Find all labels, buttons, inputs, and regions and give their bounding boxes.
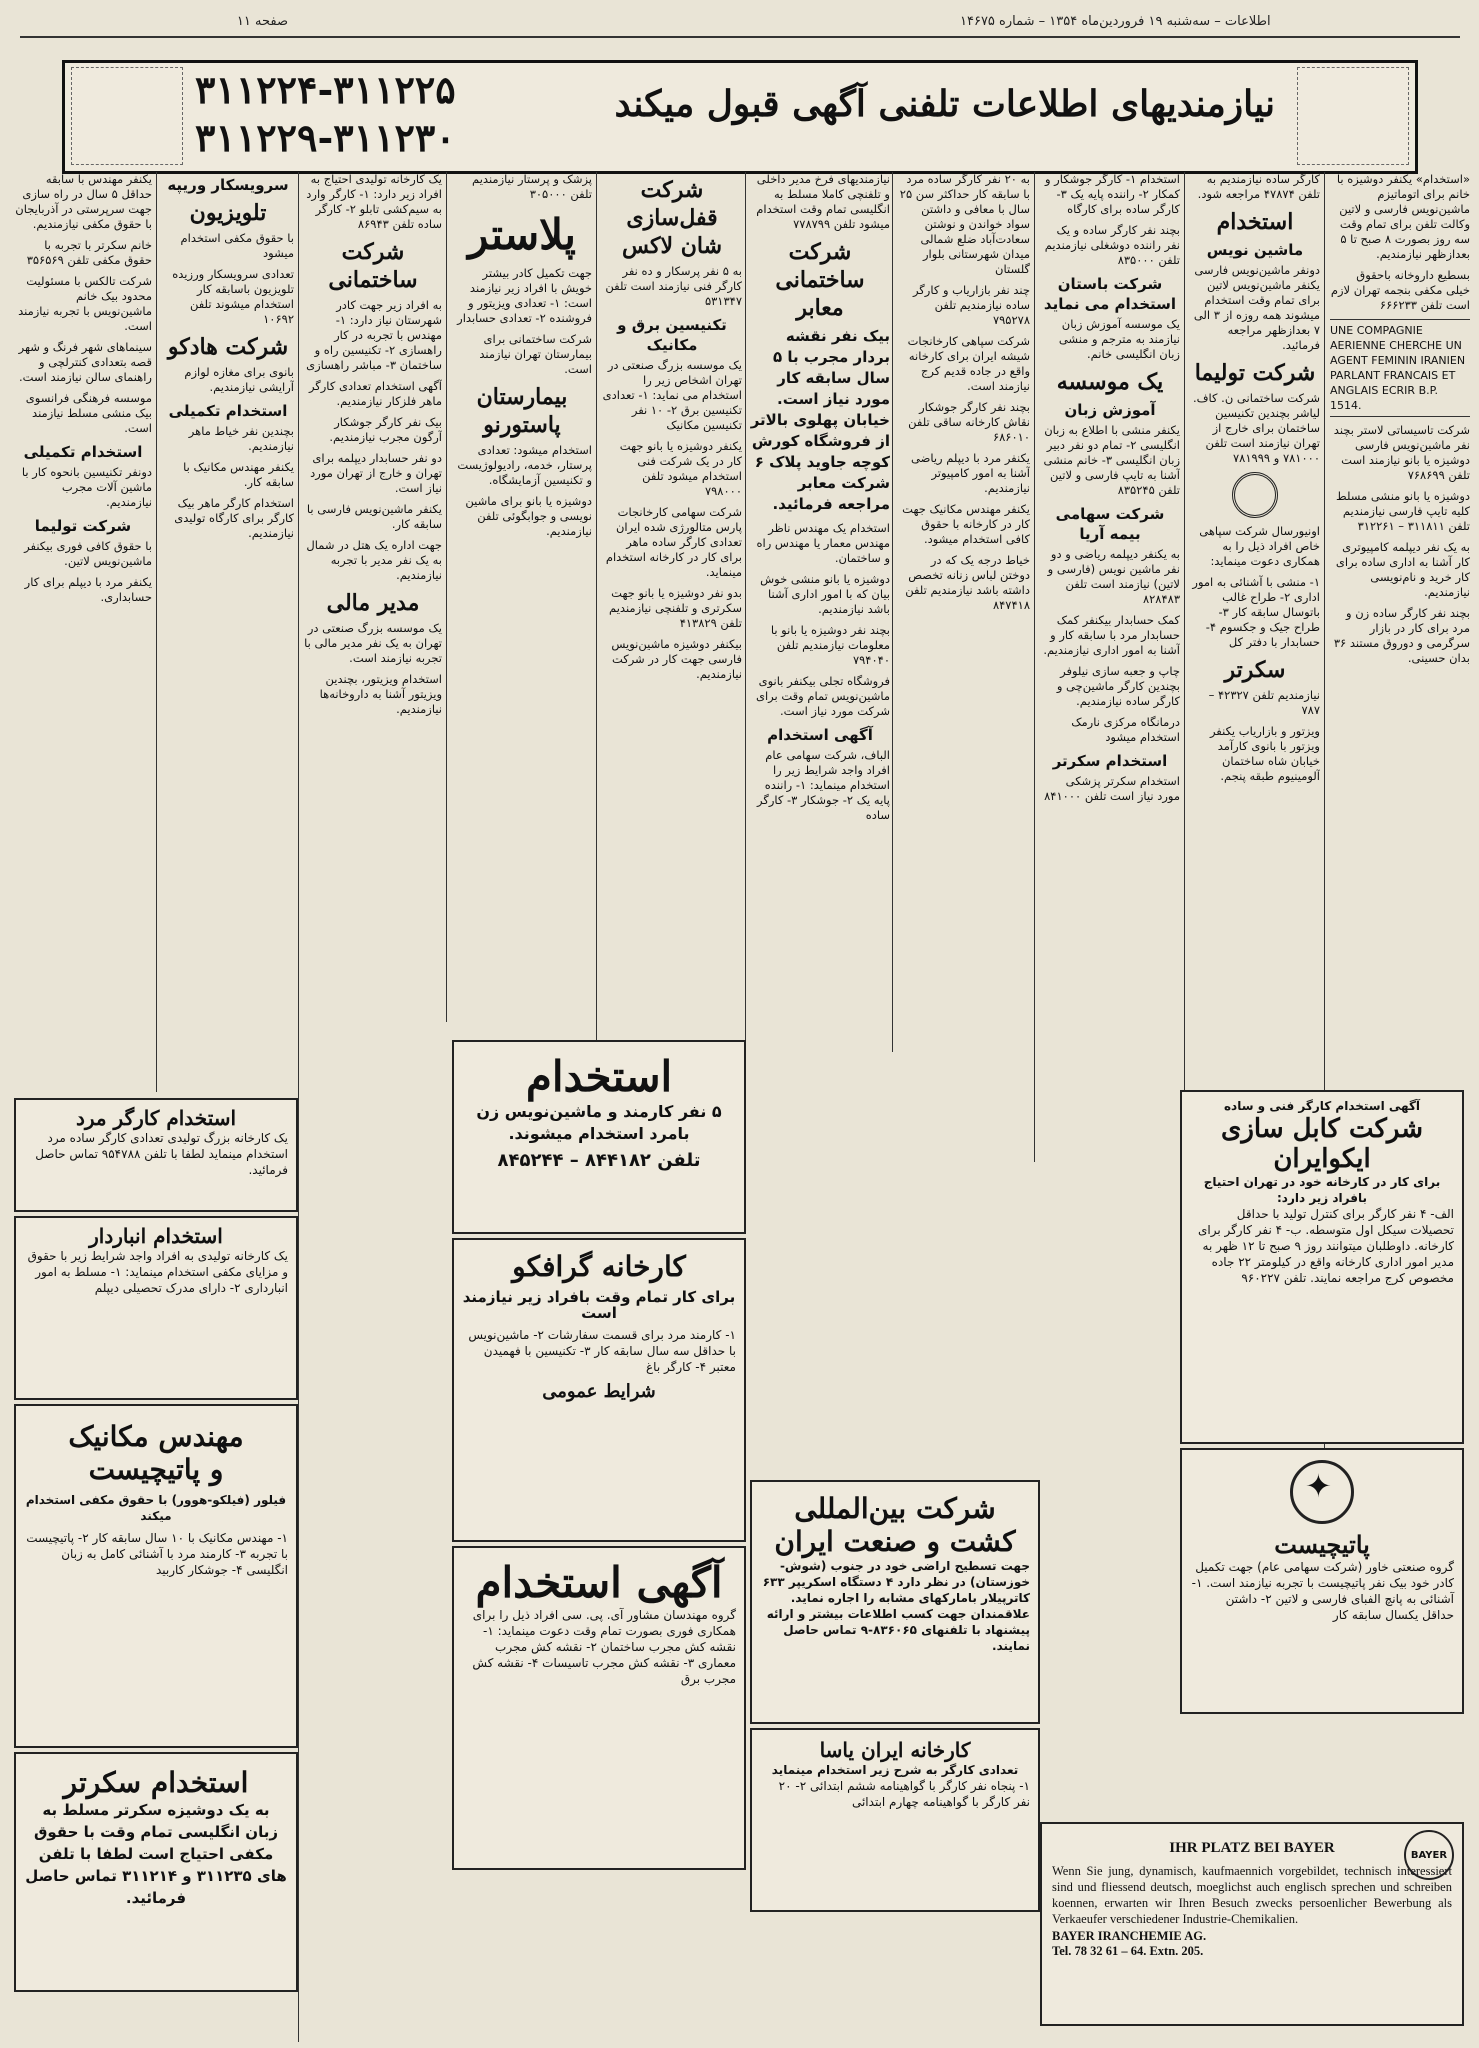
ad-box-mohandes <box>14 1404 298 1748</box>
ad-subheading: سرویسکار وریپه <box>167 176 289 194</box>
column-7 <box>452 172 592 1022</box>
page-number: صفحه ۱۱ <box>236 14 288 29</box>
ad-subheading: شرکت سهامی بیمه آریا <box>1055 505 1165 543</box>
ad-text: استخدام کارگر ماهر بیک کارگر برای کارگاه تولیدی نیازمندیم. <box>174 496 294 540</box>
ad-box-title: استخدام سکرتر <box>63 1766 249 1799</box>
ad-text: شرکت سپاهی کارخانجات شیشه ایران برای کارخانه واقع در جاده قدیم کرج نیازمند است. <box>907 334 1030 393</box>
ad-box-title: شرایط عمومی <box>542 1381 656 1402</box>
ad-box-bayer <box>1040 1822 1464 2026</box>
ad-subheading: استخدام تکمیلی <box>23 443 143 461</box>
ad-text: چند نفر بازاریاب و کارگر ساده نیازمندیم تلفن ۷۹۵۲۷۸ <box>912 283 1030 327</box>
ad-text: پزشک و پرستار نیازمندیم تلفن ۳۰۵۰۰۰ <box>472 172 592 201</box>
ad-text: یکنفر مرد با دیپلم ریاضی آشنا به امور کامپیوتر نیازمندیم. <box>911 451 1030 495</box>
ad-subheading: ماشین نویس <box>1206 241 1304 259</box>
mercedes-star-icon <box>1290 1460 1354 1524</box>
ad-heading: مدیر مالی <box>326 590 420 616</box>
ad-text: کمک حسابدار بیکنفر کمک حسابدار مرد با سابقه کار و آشنا به امور اداری نیازمندیم. <box>1043 613 1180 657</box>
ad-heading: شرکت ساختمانی <box>328 239 418 293</box>
ad-text: بانوی برای مغازه لوازم آرایشی نیازمندیم. <box>184 365 294 394</box>
column-4 <box>898 172 1030 1052</box>
ad-text: بیکنفر دوشیزه ماشین‌نویس فارسی جهت کار در شرکت نیازمندیم. <box>611 637 742 681</box>
ad-box-kabl-sazi <box>1180 1090 1464 1444</box>
ad-subheading: شرکت باستان استخدام می نماید <box>1043 275 1177 313</box>
ad-text: استخدام یک مهندس ناظر مهندس معمار یا مهندس راه و ساختمان. <box>756 521 890 565</box>
ad-text: یکنفر منشی با اطلاع به زبان انگلیسی ۲- تمام دو نفر دبیر زبان انگلیسی ۳- خانم منشی آشنا به تایپ فارسی و لاتین تلفن ۸۳۵۲۴۵ <box>1043 423 1180 497</box>
ad-text: یک کارخانه تولیدی احتیاج به افراد زیر دارد: ۱- کارگر وارد به سیم‌کشی تابلو ۲- کارگر ساده تلفن ۸۶۹۴۳ <box>306 172 442 231</box>
ad-box-text: گروه صنعتی خاور (شرکت سهامی عام) جهت تکمیل کادر خود بیک نفر پاتیچیست با تجربه نیازمند است. ۱- آشنائی به پانچ الفبای فارسی و لاتین ۲- داشتن حداقل یکسال سابقه کار <box>1191 1560 1454 1622</box>
ad-box-text: ۵ نفر کارمند و ماشین‌نویس زن بامرد استخدام میشوند. <box>476 1102 722 1143</box>
ad-text: یکنفر مهندس مکانیک جهت کار در کارخانه با حقوق کافی استخدام میشود. <box>902 502 1030 546</box>
ad-box-agahi <box>452 1546 746 1870</box>
ad-text: یکنفر مهندس مکانیک با سابقه کار. <box>183 460 294 489</box>
ad-heading: یک موسسه <box>1056 369 1164 395</box>
ad-text: یک موسسه بزرگ صنعتی در تهران به یک نفر مدیر مالی با تجربه نیازمند است. <box>304 621 442 665</box>
ad-box-phone: تلفن ۸۴۴۱۸۲ – ۸۴۵۲۴۴ <box>497 1150 701 1171</box>
ad-text: خیاط درجه یک که در دوختن لباس زنانه تخصص داشته باشد نیازمندیم تلفن ۸۴۷۴۱۸ <box>905 553 1030 612</box>
ad-text: بچند نفر کارگر ساده زن و مرد برای کار در بازار سرگرمی و دوروق مستند ۳۶ بدان حسینی. <box>1333 606 1470 665</box>
ad-box-title: آگهی استخدام <box>475 1558 723 1607</box>
banner-title: نیازمندیهای اطلاعات تلفنی آگهی قبول میکند <box>614 83 1275 125</box>
ad-text: یکنفر ماشین‌نویس فارسی با سابقه کار. <box>306 502 442 531</box>
ad-subheading: آگهی استخدام <box>767 726 873 744</box>
ad-box-text: ۱- مهندس مکانیک با ۱۰ سال سابقه کار ۲- پاتیچیست با تجربه ۳- کارمند مرد با آشنائی کامل به زبان انگلیسی ۴- جوشکار کاربید <box>26 1531 288 1577</box>
ad-text: تعدادی سرویسکار ورزیده تلویزیون باسابقه کار استخدام میشوند تلفن ۱۰۶۹۲ <box>172 267 294 326</box>
ad-box-title: کارخانه گرافکو <box>512 1250 686 1283</box>
ad-box-title: مهندس مکانیک <box>68 1420 244 1453</box>
ad-text: فروشگاه تجلی بیکنفر بانوی ماشین‌نویس تمام وقت برای شرکت مورد نیاز است. <box>755 674 890 718</box>
ad-box-title: استخدام کارگر مرد <box>75 1106 237 1130</box>
ad-text: بیک نفر نقشه بردار مجرب با ۵ سال سابقه کار مورد نیاز است. خیابان پهلوی بالاتر از فروشگاه کورش کوچه جاوید پلاک ۶ شرکت معابر مراجعه فرمائید. <box>750 327 890 513</box>
ad-box-title: ایکوایران <box>1273 1144 1371 1174</box>
ad-box-title: شرکت بین‌المللی <box>794 1492 996 1525</box>
ad-box-text: ۱- پنجاه نفر کارگر با گواهینامه ششم ابتدائی ۲- ۲۰ نفر کارگر با گواهینامه چهارم ابتدائی <box>778 1779 1030 1809</box>
ad-text: جهت اداره یک هتل در شمال به یک نفر مدیر با تجربه نیازمندیم. <box>306 538 442 582</box>
column-9 <box>162 172 294 1092</box>
ad-text: به ۲۰ نفر کارگر ساده مرد با سابقه کار حداکثر سن ۲۵ سال با معافی و داشتن سواد خواندن و نوشتن سعادت‌آباد ضلع شمالی میدان شهرستانی بلوار گلستان <box>899 172 1030 276</box>
ad-box-text: Wenn Sie jung, dynamisch, kaufmaennich vorgebildet, technisch interessiert sind und fliessend deutsch, moeglichst auch englisch sprechen und schreiben koennen, erwarten wir Ihren Besuch zwecks persoenlicher Bewerbung als Verkaeufer verschiedener Industrie-Chemikalien. <box>1052 1864 1452 1926</box>
ad-box-subtitle: فیلور (فیلکو-هوور) با حقوق مکفی استخدام میکند <box>25 1493 287 1523</box>
ad-text: جهت تکمیل کادر بیشتر خویش با افراد زیر نیازمند است: ۱- تعدادی ویزیتور و فروشنده ۲- تعدادی حسابدار <box>457 266 592 325</box>
ad-text: الباف، شرکت سهامی عام افراد واجد شرایط زیر را استخدام مینماید: ۱- راننده پایه یک ۲- جوشکار ۳- کارگر ساده <box>757 748 890 822</box>
ad-box-iran-yasa <box>750 1728 1040 1912</box>
ad-text: دونفر تکنیسین بانحوه کار با ماشین آلات مجرب نیازمندیم. <box>21 465 152 509</box>
ad-text: به افراد زیر جهت کادر شهرستان نیاز دارد: ۱- مهندس با تجربه در کار راهسازی ۲- تکنیسین راه و ساختمان ۳- مباشر راهسازی <box>306 298 442 372</box>
ad-text: ۱- منشی با آشنائی به امور اداری ۲- طراح غالب باتوسال سابقه کار ۳- طراح جیک و جکسوم ۴- حسابدار با دفتر کل <box>1192 575 1320 649</box>
ad-text: بچندین نفر خیاط ماهر نیازمندیم. <box>188 424 294 453</box>
ad-heading: شرکت قفل‌سازی شان لاکس <box>621 177 723 259</box>
ad-box-subtitle: برای کار در کارخانه خود در تهران احتیاج بافراد زیر دارد: <box>1203 1175 1441 1205</box>
ad-text: به ۵ نفر پرسکار و ده نفر کارگر فنی نیازمند است تلفن ۵۳۱۳۴۷ <box>605 264 742 308</box>
banner-phones-1: ۳۱۱۲۲۴-۳۱۱۲۲۵ <box>195 67 456 112</box>
ad-box-subtitle: آگهی استخدام کارگر فنی و ساده <box>1223 1099 1421 1113</box>
column-10 <box>14 172 152 1092</box>
ad-subheading: شرکت تولیما <box>34 517 132 535</box>
ad-subheading: استخدام سکرتر <box>1052 752 1168 770</box>
banner-phones-2: ۳۱۱۲۲۹-۳۱۱۲۳۰ <box>195 115 456 160</box>
ad-text: بیک نفر کارگر جوشکار آرگون مجرب نیازمندیم. <box>329 415 442 444</box>
ad-heading: بیمارستان پاستورنو <box>476 384 568 438</box>
ad-box-estekhdam <box>452 1040 746 1234</box>
ad-text: نیازمندیم تلفن ۴۲۳۲۷ – ۷۸۷ <box>1208 688 1320 717</box>
column-5 <box>750 172 890 1052</box>
ad-text-french: UNE COMPAGNIE AERIENNE CHERCHE UN AGENT FEMININ IRANIEN PARLANT FRANCAIS ET ANGLAIS ECRIR B.P. 1514. <box>1330 319 1470 417</box>
ad-text: شرکت تاسیساتی لاستر بچند نفر ماشین‌نویس فارسی دوشیزه یا بانو نیازمند است تلفن ۷۶۸۶۹۹ <box>1333 423 1470 482</box>
ad-box-title: و پاتیچیست <box>88 1453 224 1486</box>
ad-text: استخدام میشود: تعدادی پرستار، خدمه، رادیولوژیست و تکنیسین آزمایشگاه. <box>457 443 592 487</box>
ad-subheading: آموزش زبان <box>1064 401 1156 419</box>
ad-box-text: گروه مهندسان مشاور آی. پی. سی افراد ذیل را برای همکاری فوری بصورت تمام وقت دعوت مینماید: ۱- نقشه کش مجرب ساختمان ۲- نقشه کش مجرب معماری ۳- نقشه کش مجرب تاسیسات ۴- نقشه کش مجرب برق <box>472 1608 736 1686</box>
ad-text: استخدام ویزیتور، بچندین ویزیتور آشنا به داروخانه‌ها نیازمندیم. <box>319 672 442 716</box>
ad-text: شرکت ساختمانی برای بیمارستان تهران نیازمند است. <box>479 332 592 376</box>
ad-text: خانم سکرتر با تجربه با حقوق مکفی تلفن ۳۵۶۵۶۹ <box>26 238 152 267</box>
ad-text: نیازمندیهای فرخ مدیر داخلی و تلفنچی کاملا مسلط به انگلیسی تمام وقت استخدام میشود تلفن ۷۷۸۷۹۹ <box>756 172 890 231</box>
ad-text: به یکنفر دیپلمه ریاضی و دو نفر ماشین نویس (فارسی و لاتین) نیازمند است تلفن ۸۲۸۴۸۳ <box>1047 547 1180 606</box>
company-name: BAYER IRANCHEMIE AG. <box>1052 1929 1207 1943</box>
ad-box-kesht-sanat <box>750 1480 1040 1724</box>
ad-text: یکنفر دوشیزه یا بانو جهت کار در یک شرکت فنی استخدام میشود تلفن ۷۹۸۰۰۰ <box>619 439 742 498</box>
ad-text: بدو نفر دوشیزه یا بانو جهت سکرتری و تلفنچی نیازمندیم تلفن ۴۱۳۸۲۹ <box>609 586 742 630</box>
ad-box-grafco <box>452 1238 746 1542</box>
ad-text: درمانگاه مرکزی نارمک استخدام میشود <box>1071 715 1180 744</box>
banner-left-illustration <box>71 67 183 165</box>
ad-text: بسطیع داروخانه باحقوق خیلی مکفی بنجمه تهران لازم است تلفن ۶۶۶۲۳۳ <box>1330 268 1470 312</box>
ad-text: شرکت ساختمانی ن. کاف. لیاشر بچندین تکنیسین ساختمان برای خارج از تهران نیازمند است تلفن ۷۸۱۰۰۰ و ۷۸۱۹۹۹ <box>1192 391 1320 465</box>
ad-text: سینماهای شهر فرنگ و شهر قصه بتعدادی کنترلچی و راهنمای سالن نیازمند است. <box>18 340 152 384</box>
ad-text: موسسه فرهنگی فرانسوی بیک منشی مسلط نیازمند است. <box>25 391 152 435</box>
ad-text: دوشیزه یا بانو منشی مسلط کلیه تایپ فارسی نیازمندیم تلفن ۳۱۱۸۱۱ – ۳۱۲۲۶۱ <box>1336 489 1470 533</box>
ad-box-text: یک کارخانه تولیدی به افراد واجد شرایط زیر با حقوق و مزایای مکفی استخدام مینماید: ۱- مسلط به امور انبارداری ۲- دارای مدرک تحصیلی دیپلم <box>27 1249 288 1295</box>
ad-box-title: IHR PLATZ BEI BAYER <box>1169 1840 1335 1856</box>
ad-box-title: استخدام <box>525 1052 673 1101</box>
ad-text: دو نفر حسابدار دیپلمه برای تهران و خارج از تهران مورد نیاز است. <box>310 451 442 495</box>
banner <box>62 60 1418 174</box>
ad-box-title: کشت و صنعت ایران <box>774 1525 1016 1558</box>
ad-box-patichist <box>1180 1448 1464 1714</box>
ad-text: یکنفر مهندس با سابقه حداقل ۵ سال در راه سازی جهت سرپرستی در آذربایجان با حقوق مکفی نیازمندیم. <box>15 172 152 231</box>
ad-box-text: به یک دوشیزه سکرتر مسلط به زبان انگلیسی تمام وقت با حقوق مکفی احتیاج است لطفا با تلفن های ۳۱۱۲۳۵ و ۳۱۱۲۱۴ تماس حاصل فرمائید. <box>25 1801 287 1907</box>
ad-text: دونفر ماشین‌نویس فارسی یکنفر ماشین‌نویس لاتین برای تمام وقت استخدام میشوند همه روزه از ۳ الی ۷ بعدازظهر مراجعه فرمائید. <box>1193 263 1320 352</box>
ad-heading: شرکت ساختمانی معابر <box>775 239 865 321</box>
ad-heading: پلاستر <box>468 210 576 259</box>
ad-box-subtitle: تعدادی کارگر به شرح زیر استخدام مینماید <box>771 1763 1019 1777</box>
ad-box-title: شرکت کابل سازی <box>1221 1114 1423 1144</box>
ad-text: بچند نفر دوشیزه یا بانو با معلومات نیازمندیم تلفن ۷۹۴۰۴۰ <box>770 623 890 667</box>
ad-text: یکنفر مرد با دیپلم برای کار حسابداری. <box>24 575 152 604</box>
ad-text: ویزتور و بازاریاب یکنفر ویزتور با بانوی کارآمد خیابان شاه ساختمان آلومینیوم طبقه پنجم. <box>1209 724 1320 783</box>
ad-box-subtitle: برای کار تمام وقت بافراد زیر نیازمند است <box>462 1288 736 1322</box>
ad-text: با حقوق مکفی استخدام میشود <box>180 231 294 260</box>
ad-text: شرکت سهامی کارخانجات پارس متالورژی شده ایران تعدادی کارگر ساده ماهر برای کار در کارخانه استخدام مینماید. <box>605 505 742 579</box>
ad-text: یک موسسه بزرگ صنعتی در تهران اشخاص زیر را استخدام می نماید: ۱- تعدادی تکنیسین برق ۲- ۱۰ نفر تکنیسین مکانیک <box>602 358 742 432</box>
ad-text: با حقوق کافی فوری بیکنفر ماشین‌نویس لاتین. <box>24 539 152 568</box>
ad-text: کارگر ساده نیازمندیم به تلفن ۴۷۸۷۴ مراجعه شود. <box>1197 172 1320 201</box>
ad-text: استخدام ۱- کارگر جوشکار و کمکار ۲- راننده پایه یک ۳- کارگر ساده برای کارگاه <box>1044 172 1180 216</box>
ad-text: استخدام سکرتر پزشکی مورد نیاز است تلفن ۸۴۱۰۰۰ <box>1044 774 1180 803</box>
bayer-logo-icon: BAYER <box>1404 1830 1454 1880</box>
ad-text: «استخدام» یکنفر دوشیزه با خانم برای اتوماتیزم ماشین‌نویس فارسی و لاتین وکالت تلفن برای تمام وقت سه روز بصورت ۸ صبح تا ۵ بعدازظهر نیازمندیم. <box>1336 172 1470 261</box>
ad-box-anbardar <box>14 1216 298 1400</box>
ad-box-text: یک کارخانه بزرگ تولیدی تعدادی کارگر ساده مرد استخدام مینماید لطفا با تلفن ۹۵۴۷۸۸ تماس حاصل فرمائید. <box>35 1131 288 1177</box>
ad-text: آگهی استخدام تعدادی کارگر ماهر فلزکار نیازمندیم. <box>308 379 442 408</box>
ad-box-title: پاتیچیست <box>1274 1530 1370 1559</box>
ad-heading: شرکت هادکو <box>167 334 289 360</box>
company-emblem-icon <box>1232 472 1278 518</box>
ad-heading: شرکت تولیما <box>1194 360 1316 386</box>
column-2 <box>1190 172 1320 1162</box>
ad-box-text: جهت تسطیح اراضی خود در جنوب (شوش-خوزستان) در نظر دارد ۴ دستگاه اسکریپر ۶۳۳ کاترپیلار بامارکهای مشابه را اجاره نماید. علاقمندان جهت کسب اطلاعات بیشتر و ارائه پیشنهاد با تلفنهای ۸۳۶۰۶۵-۹ تماس حاصل نمایند. <box>762 1559 1030 1653</box>
company-phone: Tel. 78 32 61 – 64. Extn. 205. <box>1052 1944 1204 1958</box>
column-6 <box>602 172 742 1052</box>
ad-subheading: استخدام تکمیلی <box>168 402 288 420</box>
ad-text: دوشیزه یا بانو منشی خوش بیان که با امور اداری آشنا باشد نیازمندیم. <box>760 572 890 616</box>
ad-text: اونیورسال شرکت سپاهی خاص افراد ذیل را به همکاری دعوت مینماید: <box>1199 524 1320 568</box>
ad-heading: سکرتر <box>1224 657 1286 683</box>
banner-right-illustration <box>1297 67 1409 165</box>
ad-text: به یک نفر دیپلمه کامپیوتری کار آشنا به اداری ساده برای کار خرید و نام‌نویسی نیازمندیم. <box>1335 540 1470 599</box>
ad-text: بچند نفر کارگر جوشکار نقاش کارخانه ساقی تلفن ۶۸۶۰۱۰ <box>908 400 1030 444</box>
column-8 <box>304 172 442 2042</box>
ad-text: چاپ و جعبه سازی نیلوفر بچندین کارگر ماشین‌چی و کارگر ساده نیازمندیم. <box>1056 664 1180 708</box>
ad-text: دوشیزه یا بانو برای ماشین نویسی و جوابگوئی تلفن نیازمندیم. <box>465 494 592 538</box>
issue-line: اطلاعات – سه‌شنبه ۱۹ فروردین‌ماه ۱۳۵۴ – شماره ۱۴۶۷۵ <box>960 14 1271 29</box>
ad-box-title: کارخانه ایران یاسا <box>819 1738 971 1762</box>
ad-heading: تلویزیون <box>189 200 267 226</box>
ad-text: یک موسسه آموزش زبان نیازمند به مترجم و منشی زبان انگلیسی خانم. <box>1058 317 1180 361</box>
ad-text: بچند نفر کارگر ساده و یک نفر راننده دوشغلی نیازمندیم تلفن ۸۳۵۰۰۰ <box>1044 223 1180 267</box>
ad-box-text: الف- ۴ نفر کارگر برای کنترل تولید با حداقل تحصیلات سیکل اول متوسطه. ب- ۴ نفر کارگر برای کارخانه. داوطلبان میتوانند روز ۹ صبح تا ۱۲ ظهر به مدیر امور اداری کارخانه واقع در کیلومتر ۲۲ جاده مخصوص کرج مراجعه نمایند. تلفن ۹۶۰۲۲۷ <box>1197 1207 1454 1285</box>
ad-box-kargar-mard <box>14 1098 298 1212</box>
column-3 <box>1040 172 1180 1162</box>
ad-box-sekreter <box>14 1752 298 1992</box>
ad-subheading: تکنیسین برق و مکانیک <box>617 316 727 354</box>
ad-box-text: ۱- کارمند مرد برای قسمت سفارشات ۲- ماشین‌نویس با حداقل سه سال سابقه کار ۳- تکنیسین با فهمیدن معتبر ۴- کارگر باغ <box>468 1328 736 1374</box>
ad-box-title: استخدام انباردار <box>89 1224 223 1248</box>
ad-text: شرکت تالکس با مسئولیت محدود بیک خانم ماشین‌نویس با تجربه نیازمند است. <box>18 274 152 333</box>
ad-heading: استخدام <box>1216 209 1294 235</box>
